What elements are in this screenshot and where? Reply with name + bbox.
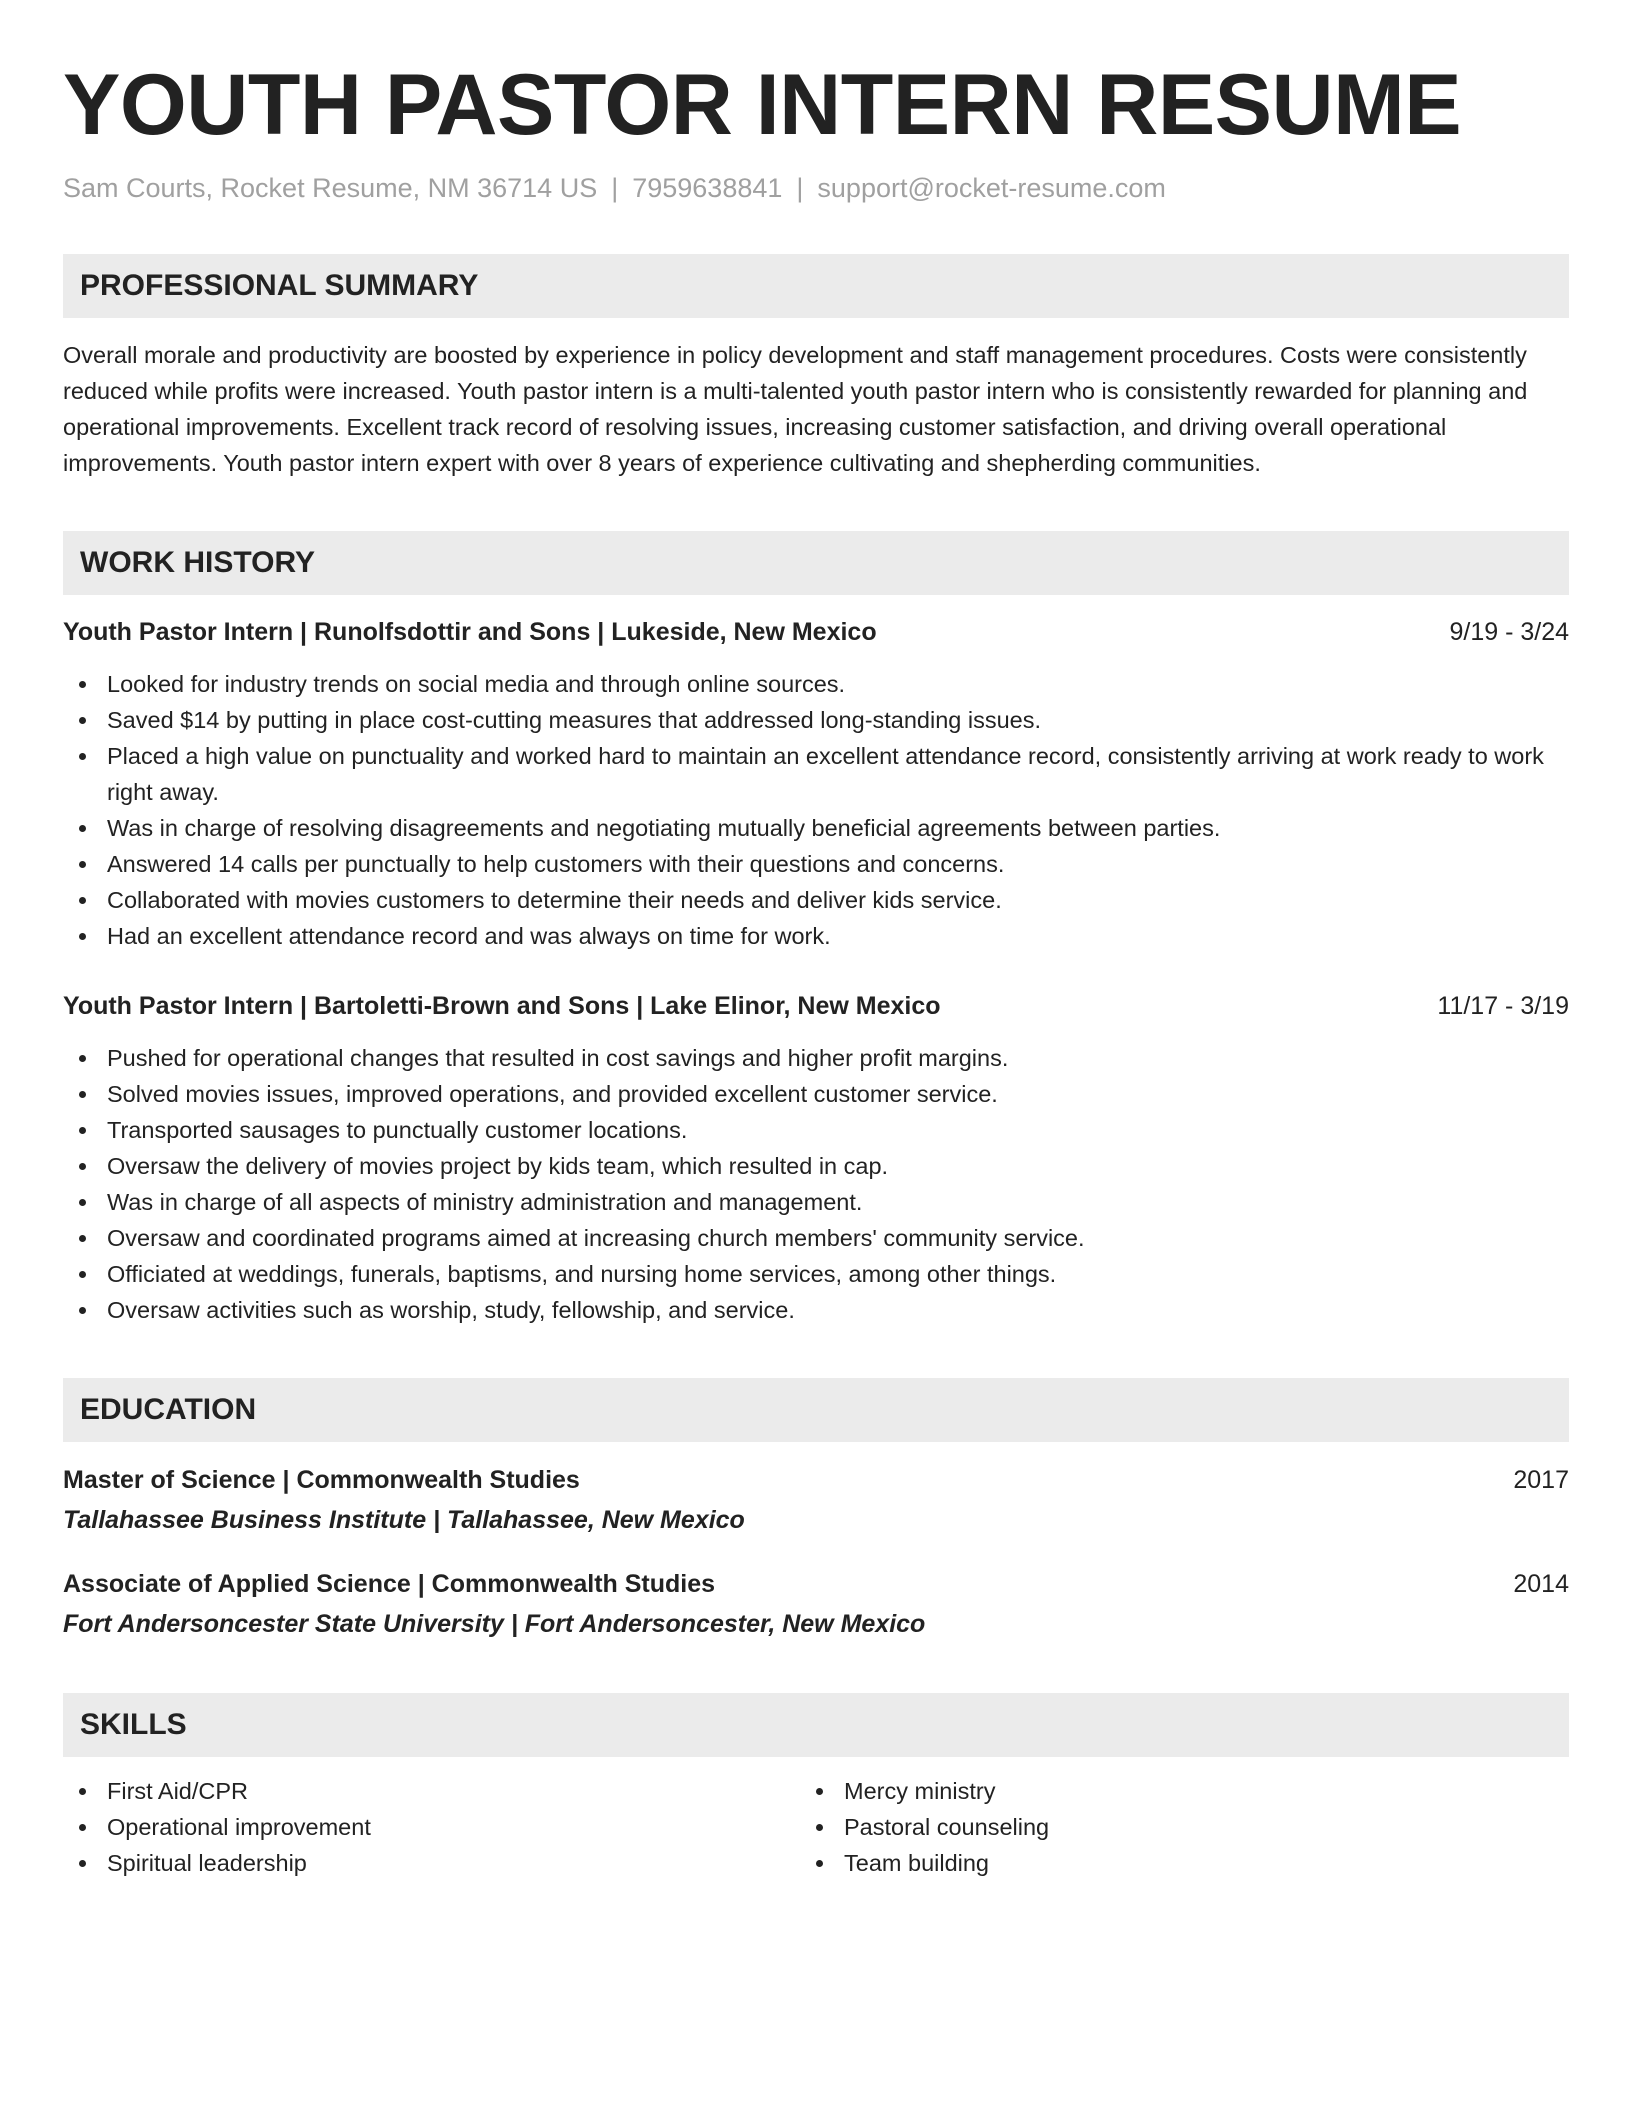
education-entry xyxy=(63,1565,1569,1643)
skills-column-right xyxy=(800,1773,1537,1881)
job-bullets xyxy=(63,666,1569,954)
job-entry xyxy=(63,614,1569,954)
education-year: 2017 xyxy=(1513,1466,1569,1495)
job-bullet: Had an excellent attendance record and was always on time for work. xyxy=(63,918,1569,954)
job-bullet: Solved movies issues, improved operations, and provided excellent customer service. xyxy=(63,1076,1569,1112)
education-degree: Master of Science | Commonwealth Studies xyxy=(63,1466,580,1495)
job-bullet: Oversaw and coordinated programs aimed at increasing church members' community service. xyxy=(63,1220,1569,1256)
education-school: Tallahassee Business Institute | Tallahassee, New Mexico xyxy=(63,1506,745,1535)
job-bullet: Collaborated with movies customers to determine their needs and deliver kids service. xyxy=(63,882,1569,918)
job-title: Youth Pastor Intern | Runolfsdottir and Sons | Lukeside, New Mexico xyxy=(63,618,877,647)
skill-item: Team building xyxy=(800,1845,1537,1881)
job-bullet: Pushed for operational changes that resulted in cost savings and higher profit margins. xyxy=(63,1040,1569,1076)
section-header-summary: PROFESSIONAL SUMMARY xyxy=(63,254,1569,318)
education-degree: Associate of Applied Science | Commonwealth Studies xyxy=(63,1570,716,1599)
job-bullet: Transported sausages to punctually customer locations. xyxy=(63,1112,1569,1148)
resume-title: YOUTH PASTOR INTERN RESUME xyxy=(63,57,1462,153)
skills-column-left xyxy=(63,1773,800,1881)
section-header-education: EDUCATION xyxy=(63,1378,1569,1442)
skills-list xyxy=(63,1773,1569,1881)
education-header xyxy=(63,1461,1569,1499)
job-bullet: Looked for industry trends on social media and through online sources. xyxy=(63,666,1569,702)
job-bullet: Oversaw activities such as worship, study, fellowship, and service. xyxy=(63,1292,1569,1328)
section-header-work-history: WORK HISTORY xyxy=(63,531,1569,595)
education-header xyxy=(63,1565,1569,1603)
education-entry xyxy=(63,1461,1569,1539)
skill-item: First Aid/CPR xyxy=(63,1773,800,1809)
contact-separator: | xyxy=(796,173,804,203)
education-school: Fort Andersoncester State University | Fort Andersoncester, New Mexico xyxy=(63,1610,926,1639)
job-entry xyxy=(63,988,1569,1328)
job-dates: 9/19 - 3/24 xyxy=(1449,618,1569,647)
skill-item: Spiritual leadership xyxy=(63,1845,800,1881)
job-bullet: Was in charge of all aspects of ministry administration and management. xyxy=(63,1184,1569,1220)
job-header xyxy=(63,988,1569,1024)
contact-separator: | xyxy=(611,173,619,203)
job-bullet: Oversaw the delivery of movies project by kids team, which resulted in cap. xyxy=(63,1148,1569,1184)
job-bullet: Officiated at weddings, funerals, baptisms, and nursing home services, among other things. xyxy=(63,1256,1569,1292)
job-bullets xyxy=(63,1040,1569,1328)
job-bullet: Placed a high value on punctuality and worked hard to maintain an excellent attendance record, consistently arriving at work ready to work right away. xyxy=(63,738,1569,810)
contact-email: support@rocket-resume.com xyxy=(817,173,1166,203)
section-header-skills: SKILLS xyxy=(63,1693,1569,1757)
job-bullet: Saved $14 by putting in place cost-cutting measures that addressed long-standing issues. xyxy=(63,702,1569,738)
job-dates: 11/17 - 3/19 xyxy=(1437,992,1569,1021)
summary-text: Overall morale and productivity are boosted by experience in policy development and staff management procedures. Costs were consistently reduced while profits were increased. Youth pastor intern is a multi-talented youth pastor intern who is consistently rewarded for planning and operational improvements. Excellent track record of resolving issues, increasing customer satisfaction, and driving overall operational improvements. Youth pastor intern expert with over 8 years of experience cultivating and shepherding communities. xyxy=(63,342,1528,477)
job-bullet: Answered 14 calls per punctually to help customers with their questions and concerns. xyxy=(63,846,1569,882)
contact-address: Sam Courts, Rocket Resume, NM 36714 US xyxy=(63,173,598,203)
contact-phone: 7959638841 xyxy=(632,173,783,203)
skill-item: Mercy ministry xyxy=(800,1773,1537,1809)
skill-item: Pastoral counseling xyxy=(800,1809,1537,1845)
contact-line xyxy=(63,172,1569,204)
job-header xyxy=(63,614,1569,650)
job-bullet: Was in charge of resolving disagreements and negotiating mutually beneficial agreements between parties. xyxy=(63,810,1569,846)
skill-item: Operational improvement xyxy=(63,1809,800,1845)
job-title: Youth Pastor Intern | Bartoletti-Brown and Sons | Lake Elinor, New Mexico xyxy=(63,992,941,1021)
education-year: 2014 xyxy=(1513,1570,1569,1599)
